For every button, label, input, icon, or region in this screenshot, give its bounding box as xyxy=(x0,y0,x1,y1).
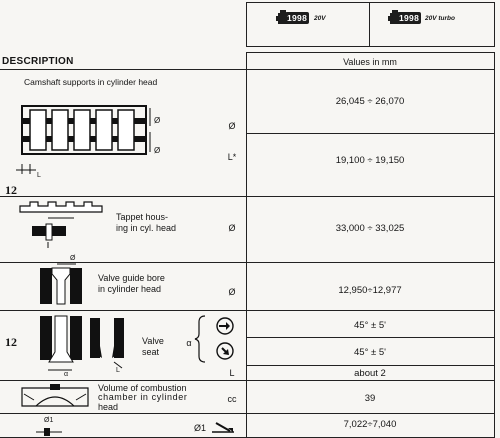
values-header-top-border xyxy=(246,52,494,53)
combustion-value: 39 xyxy=(364,393,376,404)
row-divider xyxy=(0,310,494,311)
valve-seat-fig-number: 12 xyxy=(5,335,17,349)
last-row-symbol: Ø1 xyxy=(193,423,206,433)
description-heading: DESCRIPTION xyxy=(2,56,74,67)
valve-guide-label-line2: in cylinder head xyxy=(98,284,162,294)
combustion-chamber-drawing xyxy=(20,382,90,412)
valve-seat-symbol-length: L xyxy=(229,368,235,378)
camshaft-fig-dim-L: L xyxy=(37,172,41,179)
valve-guide-label-line1: Valve guide bore xyxy=(98,273,165,283)
value-divider xyxy=(246,365,494,366)
tappet-label-line1: Tappet hous- xyxy=(116,212,169,222)
row-divider xyxy=(0,380,494,381)
description-underline xyxy=(0,69,494,70)
header-box-right-border xyxy=(494,2,495,47)
combustion-label-line2: chamber in cylinder xyxy=(98,392,188,402)
last-row-fig-label: Ø1 xyxy=(44,417,54,424)
valve-seat-value-intake: 45° ± 5' xyxy=(354,320,386,331)
valve-seat-value-exhaust: 45° ± 5' xyxy=(354,347,386,358)
header-box-divider xyxy=(369,2,370,47)
valve-guide-symbol: Ø xyxy=(228,287,236,297)
camshaft-fig-dim-2: Ø xyxy=(154,146,161,155)
value-divider xyxy=(246,337,494,338)
header-box-left-border xyxy=(246,2,247,47)
row-divider xyxy=(0,413,494,414)
valve-seat-label-line1: Valve xyxy=(142,336,164,346)
engine-2-badge: 1998 xyxy=(399,13,420,23)
valve-stem-icon xyxy=(210,419,236,435)
engine-1-badge: 1998 xyxy=(287,13,308,23)
exhaust-valve-icon xyxy=(213,341,237,361)
engine-1-label: 20V xyxy=(314,15,326,22)
value-divider xyxy=(246,133,494,134)
engine-2-label: 20V turbo xyxy=(425,15,455,22)
row-divider xyxy=(0,196,494,197)
tappet-housing-drawing xyxy=(18,198,128,250)
valve-seat-drawing-2 xyxy=(88,314,128,370)
tappet-label-line2: ing in cyl. head xyxy=(116,223,177,233)
camshaft-symbol-length: L* xyxy=(227,152,237,162)
last-row-value: 7,022÷7,040 xyxy=(343,419,397,430)
values-heading: Values in mm xyxy=(343,57,397,67)
camshaft-symbol-diameter: Ø xyxy=(228,121,236,131)
camshaft-value-length: 19,100 ÷ 19,150 xyxy=(335,155,405,166)
valve-seat-fig-dim-L: L xyxy=(116,367,120,374)
camshaft-label: Camshaft supports in cylinder head xyxy=(24,77,158,87)
combustion-symbol: cc xyxy=(227,394,237,404)
combustion-label-line1: Volume of combustion xyxy=(98,383,187,393)
valve-seat-drawing-1 xyxy=(38,312,84,376)
valve-guide-drawing xyxy=(38,262,84,310)
tappet-symbol: Ø xyxy=(228,223,236,233)
camshaft-value-diameter: 26,045 ÷ 26,070 xyxy=(335,96,405,107)
table-right-border xyxy=(494,52,495,438)
valve-guide-value: 12,950÷12,977 xyxy=(338,285,402,296)
valve-seat-label-line2: seat xyxy=(142,347,160,357)
camshaft-fig-dim-1: Ø xyxy=(154,116,161,125)
camshaft-supports-drawing xyxy=(14,96,174,178)
valve-guide-fig-dim: Ø xyxy=(70,255,76,262)
header-box-bottom-border xyxy=(246,46,494,47)
header-box-top-border xyxy=(246,2,494,3)
camshaft-fig-number: 12 xyxy=(5,183,17,197)
valve-seat-symbol-alpha: α xyxy=(186,338,192,348)
valve-seat-fig-dim-alpha: α xyxy=(64,371,69,378)
intake-valve-icon xyxy=(213,316,237,336)
combustion-label-line3: head xyxy=(98,402,119,412)
tappet-value: 33,000 ÷ 33,025 xyxy=(335,223,405,234)
valve-seat-value-length: about 2 xyxy=(354,368,386,379)
